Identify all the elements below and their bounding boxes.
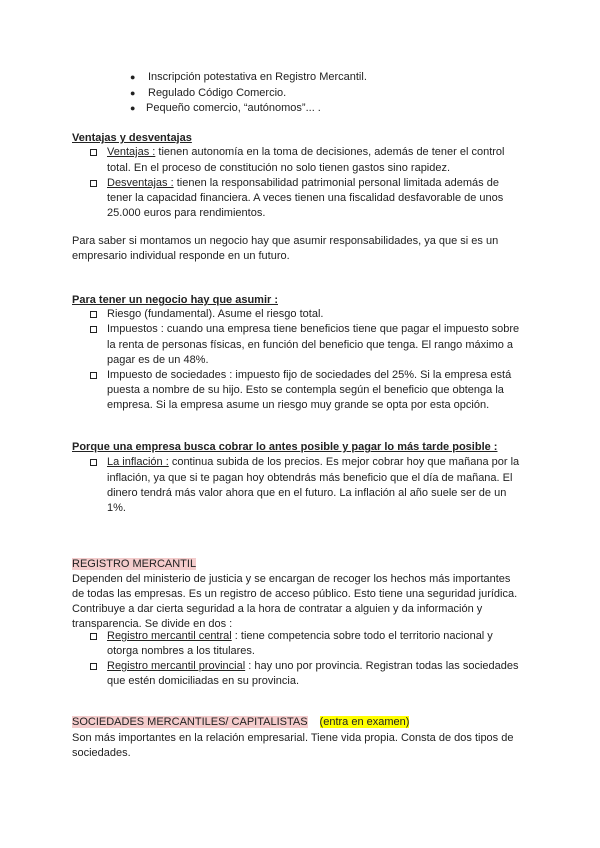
- item-text: tienen autonomía en la toma de decisiones, además de tener el control: [155, 146, 505, 158]
- section-heading-porque: Porque una empresa busca cobrar lo antes posible y pagar lo más tarde posible :: [72, 441, 498, 453]
- list-item-continuation: dinero tendrá más valor ahora que en el futuro. La inflación al año suele ser de un: [107, 487, 507, 499]
- checkbox-bullet-icon: [90, 372, 97, 379]
- list-item-continuation: total. En el proceso de constitución no solo tienen gastos sino rapidez.: [107, 162, 451, 174]
- item-text: : hay uno por provincia. Registran todas las sociedades: [245, 660, 519, 672]
- term: Registro mercantil provincial: [107, 660, 246, 672]
- list-item-continuation: puesta a nombre de su hijo. Esto se contempla según el beneficio que obtenga la: [107, 384, 504, 396]
- bullet-icon: ●: [130, 103, 136, 113]
- list-item: [107, 659, 519, 674]
- list-item-continuation: pagar es de un 48%.: [107, 354, 209, 366]
- checkbox-bullet-icon: [90, 311, 97, 318]
- checkbox-bullet-icon: [90, 459, 97, 466]
- paragraph-line: Para saber si montamos un negocio hay que asumir responsabilidades, ya que si es un: [72, 235, 499, 247]
- list-item: [107, 629, 493, 644]
- list-item: Impuestos : cuando una empresa tiene beneficios tiene que pagar el impuesto sobre: [107, 323, 520, 335]
- section-heading-asumir: Para tener un negocio hay que asumir :: [72, 294, 278, 306]
- list-item-continuation: 1%.: [107, 502, 126, 514]
- term: Ventajas :: [107, 146, 156, 158]
- paragraph-line: transparencia. Se divide en dos :: [72, 618, 233, 630]
- checkbox-bullet-icon: [90, 663, 97, 670]
- section-title-sociedades: [72, 715, 409, 730]
- paragraph-line: Dependen del ministerio de justicia y se encargan de recoger los hechos más importantes: [72, 573, 511, 585]
- bullet-icon: ●: [130, 88, 136, 98]
- section-title-registro: [72, 557, 196, 572]
- highlighted-title: SOCIEDADES MERCANTILES/ CAPITALISTAS: [72, 716, 308, 728]
- checkbox-bullet-icon: [90, 180, 97, 187]
- checkbox-bullet-icon: [90, 633, 97, 640]
- paragraph-line: sociedades.: [72, 747, 131, 759]
- list-item: [107, 455, 519, 470]
- paragraph-line: de todas las empresas. Es un registro de acceso público. Esto tiene una seguridad jurídica.: [72, 588, 518, 600]
- item-text: : tiene competencia sobre todo el territorio nacional y: [231, 630, 493, 642]
- term: Registro mercantil central: [107, 630, 232, 642]
- item-text: tienen la responsabilidad patrimonial personal limitada además de: [173, 177, 499, 189]
- exam-note: (entra en examen): [319, 716, 410, 728]
- list-item-continuation: otorga nombres a los titulares.: [107, 645, 255, 657]
- term: Desventajas :: [107, 177, 174, 189]
- list-item: [107, 145, 505, 160]
- checkbox-bullet-icon: [90, 149, 97, 156]
- list-item-continuation: 25.000 euros para rendimientos.: [107, 207, 266, 219]
- list-item: [107, 176, 499, 191]
- paragraph-line: Contribuye a dar cierta seguridad a la hora de contratar a alguien y da información y: [72, 603, 483, 615]
- paragraph-line: empresario individual responde en un futuro.: [72, 250, 290, 262]
- list-item-continuation: tener la capacidad financiera. A veces tienen una fiscalidad desfavorable de unos: [107, 192, 504, 204]
- highlighted-title: REGISTRO MERCANTIL: [72, 558, 197, 570]
- item-text: continua subida de los precios. Es mejor cobrar hoy que mañana por la: [168, 456, 520, 468]
- bullet-icon: ●: [130, 72, 136, 82]
- list-item-continuation: que estén domiciliadas en su provincia.: [107, 675, 300, 687]
- list-item: Impuesto de sociedades : impuesto fijo de sociedades del 25%. Si la empresa está: [107, 369, 512, 381]
- list-item: Inscripción potestativa en Registro Mercantil.: [148, 71, 367, 83]
- list-item-continuation: inflación, ya que si te pagan hoy obtendrás más beneficio que el día de mañana. El: [107, 472, 513, 484]
- section-heading-ventajas: Ventajas y desventajas: [72, 132, 192, 144]
- list-item: Riesgo (fundamental). Asume el riesgo total.: [107, 308, 324, 320]
- list-item-continuation: empresa. Si la empresa asume un riesgo muy grande se opta por esta opción.: [107, 399, 490, 411]
- list-item: Regulado Código Comercio.: [148, 87, 287, 99]
- paragraph-line: Son más importantes en la relación empresarial. Tiene vida propia. Consta de dos tipos de: [72, 732, 514, 744]
- term: La inflación :: [107, 456, 169, 468]
- list-item: Pequeño comercio, “autónomos”... .: [146, 102, 321, 114]
- list-item-continuation: la renta de personas físicas, en función del beneficio que tenga. El rango máximo a: [107, 339, 514, 351]
- checkbox-bullet-icon: [90, 326, 97, 333]
